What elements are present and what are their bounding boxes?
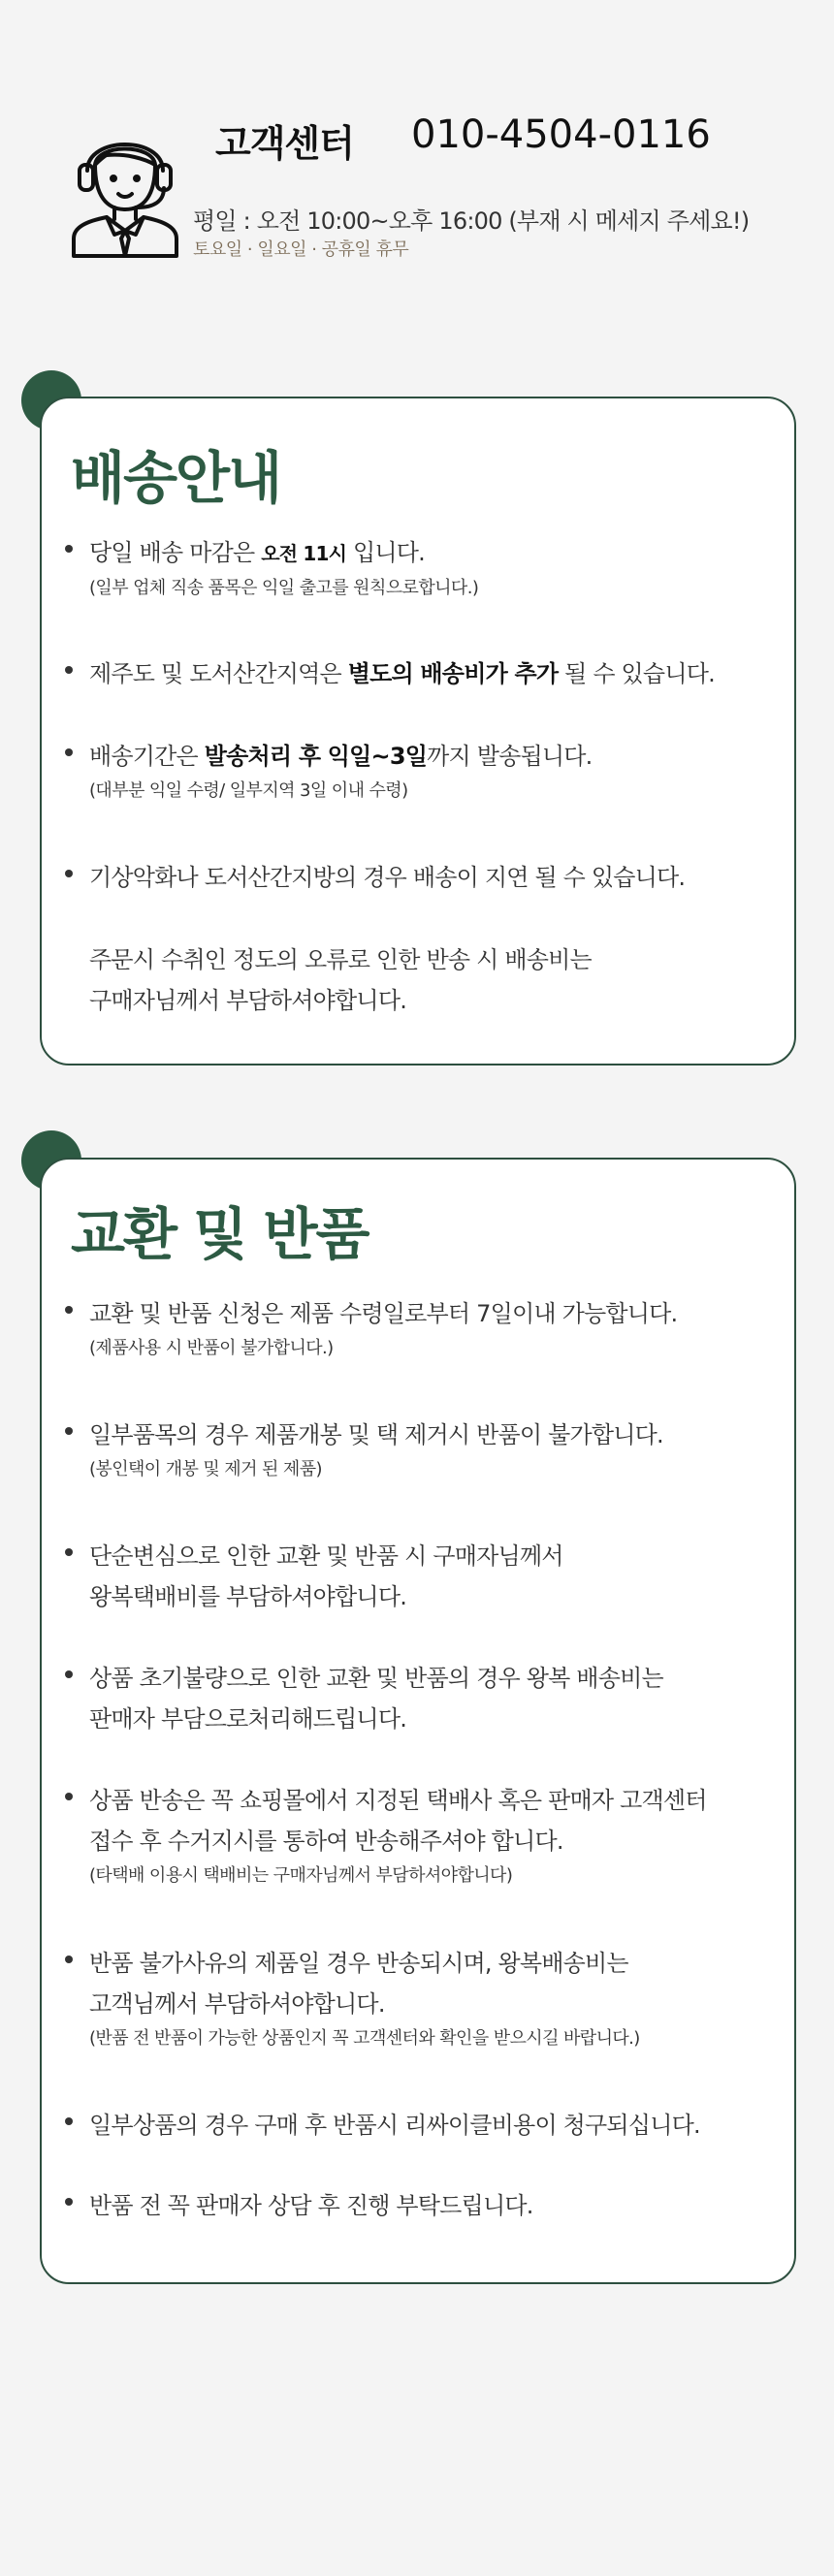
shipping-item-text: 까지 발송됩니다. <box>427 743 593 770</box>
bullet <box>65 545 73 553</box>
shipping-item-text: 제주도 및 도서산간지역은 <box>89 660 348 687</box>
bullet <box>65 748 73 756</box>
returns-item <box>65 1780 778 1891</box>
shipping-extra-line: 구매자님께서 부담하셔야합니다. <box>89 987 407 1014</box>
bullet <box>65 1306 73 1314</box>
returns-item-text: 고객님께서 부담하셔야합니다. <box>89 1990 385 2018</box>
shipping-title: 배송안내 <box>71 445 281 511</box>
returns-item-text: 반품 전 꼭 판매자 상담 후 진행 부탁드립니다. <box>89 2192 533 2219</box>
returns-item-note: (제품사용 시 반품이 불가합니다.) <box>89 1338 334 1358</box>
shipping-item-text: 기상악화나 도서산간지방의 경우 배송이 지연 될 수 있습니다. <box>89 864 686 891</box>
business-hours: 평일 : 오전 10:00~오후 16:00 (부재 시 메세지 주세요!) <box>193 207 750 235</box>
shipping-item-text: 당일 배송 마감은 <box>89 539 262 566</box>
shipping-item-delay <box>65 857 778 898</box>
returns-item <box>65 1293 778 1363</box>
returns-item <box>65 1415 778 1484</box>
bullet <box>65 1670 73 1678</box>
returns-item-text: 상품 초기불량으로 인한 교환 및 반품의 경우 왕복 배송비는 <box>89 1665 663 1692</box>
shipping-item-text: 입니다. <box>346 539 425 566</box>
bullet <box>65 1427 73 1435</box>
customer-service-phone[interactable]: 010-4504-0116 <box>411 112 711 157</box>
returns-item <box>65 1536 778 1617</box>
shipping-item-highlight: 발송처리 후 익일~3일 <box>204 743 428 770</box>
shipping-item-period <box>65 736 778 806</box>
customer-service-title: 고객센터 <box>215 122 354 165</box>
returns-item-note: (타택배 이용시 택배비는 구매자님께서 부담하셔야합니다) <box>89 1865 513 1886</box>
returns-item-note: (봉인택이 개봉 및 제거 된 제품) <box>89 1459 322 1479</box>
returns-item-text: 교환 및 반품 신청은 제품 수령일로부터 7일이내 가능합니다. <box>89 1300 678 1327</box>
shipping-item-text: 배송기간은 <box>89 743 205 770</box>
shipping-item-note: (대부분 익일 수령/ 일부지역 3일 이내 수령) <box>89 780 408 801</box>
bullet <box>65 870 73 877</box>
shipping-item-text: 될 수 있습니다. <box>558 660 715 687</box>
bullet <box>65 1793 73 1800</box>
bullet <box>65 2117 73 2125</box>
shipping-item-cutoff <box>65 532 778 603</box>
returns-item-text: 단순변심으로 인한 교환 및 반품 시 구매자님께서 <box>89 1542 563 1570</box>
returns-item-text: 반품 불가사유의 제품일 경우 반송되시며, 왕복배송비는 <box>89 1950 628 1977</box>
bullet <box>65 1956 73 1963</box>
exchange-return-card <box>40 1158 796 2284</box>
returns-item-text: 접수 후 수거지시를 통하여 반송해주셔야 합니다. <box>89 1828 563 1855</box>
customer-service-agent-icon <box>68 114 182 258</box>
bullet <box>65 2198 73 2206</box>
returns-item <box>65 2105 778 2146</box>
closed-days: 토요일 · 일요일 · 공휴일 휴무 <box>193 239 409 260</box>
returns-item-text: 상품 반송은 꼭 쇼핑몰에서 지정된 택배사 혹은 판매자 고객센터 <box>89 1787 707 1814</box>
returns-item-text: 왕복택배비를 부담하셔야합니다. <box>89 1583 407 1610</box>
returns-item-note: (반품 전 반품이 가능한 상품인지 꼭 고객센터와 확인을 받으시길 바랍니다.) <box>89 2028 640 2049</box>
shipping-extra-line: 주문시 수취인 정도의 오류로 인한 반송 시 배송비는 <box>89 946 592 973</box>
returns-item-text: 일부상품의 경우 구매 후 반품시 리싸이클비용이 청구되십니다. <box>89 2112 700 2139</box>
shipping-item-highlight: 별도의 배송비가 추가 <box>347 660 559 687</box>
returns-item <box>65 1943 778 2053</box>
returns-item <box>65 1658 778 1739</box>
returns-title: 교환 및 반품 <box>71 1201 369 1267</box>
returns-item-text: 일부품목의 경우 제품개봉 및 택 제거시 반품이 불가합니다. <box>89 1421 663 1448</box>
shipping-item-note: (일부 업체 직송 품목은 익일 출고를 원칙으로합니다.) <box>89 578 479 598</box>
bullet <box>65 1548 73 1556</box>
shipping-item-highlight: 오전 11시 <box>261 542 347 565</box>
customer-service-header <box>0 0 834 291</box>
shipping-item-extra-fee <box>65 653 778 694</box>
shipping-return-fee-note <box>65 939 778 1021</box>
returns-item <box>65 2185 778 2226</box>
shipping-info-card <box>40 397 796 1065</box>
bullet <box>65 666 73 674</box>
returns-item-text: 판매자 부담으로처리해드립니다. <box>89 1705 407 1733</box>
